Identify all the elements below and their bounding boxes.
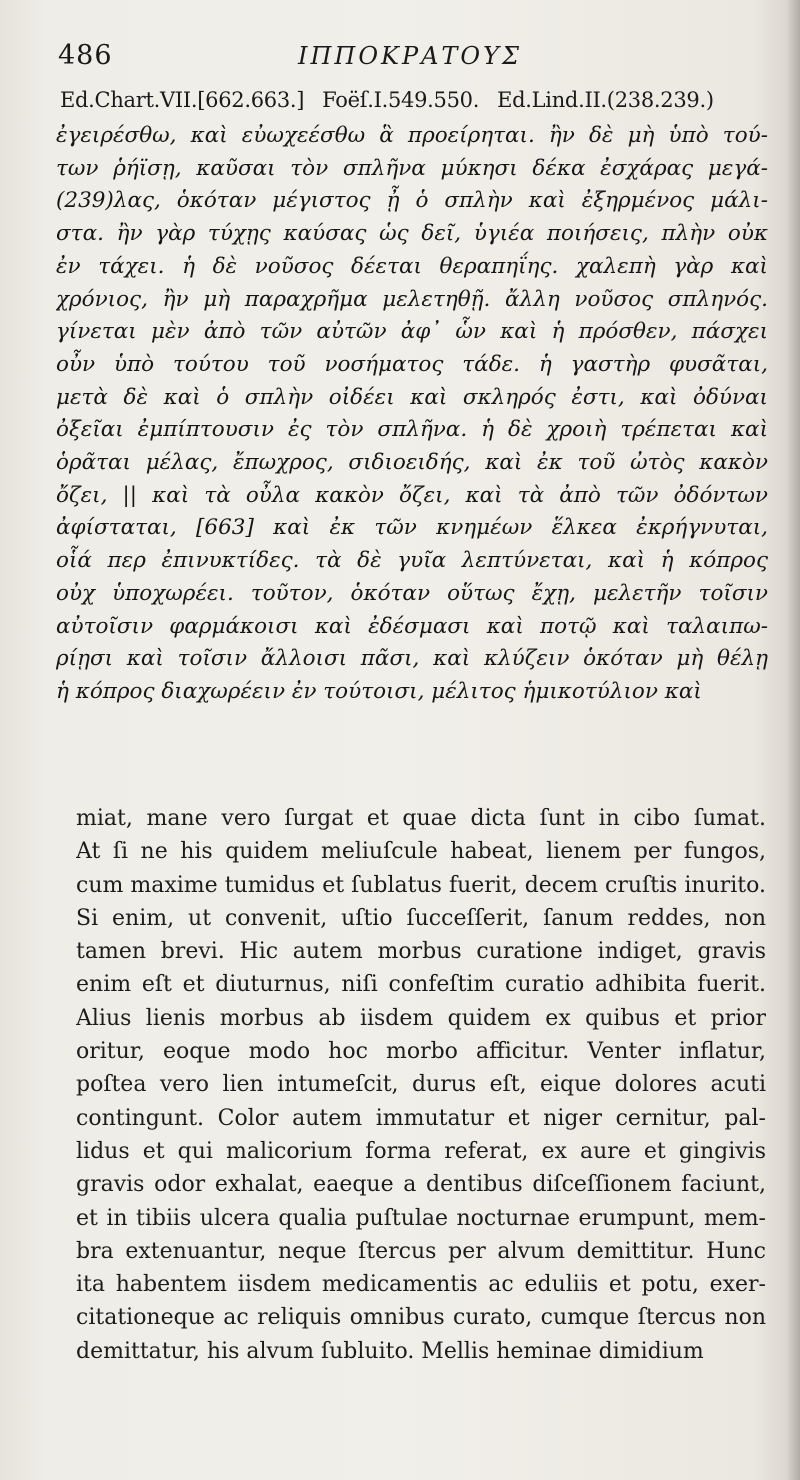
latin-text-line: demittatur, his alvum ſubluito. Mellis heminae dimidium bbox=[76, 1338, 704, 1364]
edition-foesius: Foëſ.I.549.550. bbox=[322, 88, 480, 112]
greek-text-line: οἷά περ ἐπινυκτίδες. τὰ δὲ γυῖα λεπτύνεται, καὶ ἡ κόπρος bbox=[56, 548, 768, 574]
edition-linden: Ed.Lind.II.(238.239.) bbox=[497, 88, 714, 112]
greek-text-line: ὀξεῖαι ἐμπίπτουσιν ἐς τὸν σπλῆνα. ἡ δὲ χροιὴ τρέπεται καὶ bbox=[56, 417, 768, 443]
latin-text-line: et in tibiis ulcera qualia puſtulae nocturnae erumpunt, mem- bbox=[76, 1205, 766, 1231]
greek-text-line: ρίῃσι καὶ τοῖσιν ἄλλοισι πᾶσι, καὶ κλύζειν ὁκόταν μὴ θέλῃ bbox=[56, 646, 768, 672]
running-title: ΙΠΠΟΚΡΑΤΟΥΣ bbox=[298, 42, 522, 70]
latin-text-line: ita habentem iisdem medicamentis ac eduliis et potu, exer- bbox=[76, 1272, 766, 1298]
greek-text-line: οὖν ὑπὸ τούτου τοῦ νοσήματος τάδε. ἡ γαστὴρ φυσᾶται, bbox=[56, 351, 768, 377]
greek-text-line: ἐν τάχει. ἡ δὲ νοῦσος δέεται θεραπηΐης. χαλεπὴ γὰρ καὶ bbox=[56, 253, 768, 279]
greek-text-line: αὐτοῖσιν φαρμάκοισι καὶ ἐδέσμασι καὶ ποτῷ καὶ ταλαιπω- bbox=[56, 613, 768, 639]
spine-shadow bbox=[786, 0, 800, 1480]
latin-text-line: enim eſt et diuturnus, niſi confeſtim curatio adhibita fuerit. bbox=[76, 972, 766, 998]
latin-text-line: At ſi ne his quidem meliuſcule habeat, lienem per fungos, bbox=[76, 839, 766, 865]
latin-text-line: gravis odor exhalat, eaeque a dentibus diſceſſionem faciunt, bbox=[76, 1172, 766, 1198]
latin-text-line: citationeque ac reliquis omnibus curato, cumque ſtercus non bbox=[76, 1305, 766, 1331]
latin-text-line: poſtea vero lien intumeſcit, durus eſt, eique dolores acuti bbox=[76, 1072, 766, 1098]
greek-text-line: στα. ἢν γὰρ τύχῃς καύσας ὡς δεῖ, ὑγιέα ποιήσεις, πλὴν οὐκ bbox=[56, 221, 768, 247]
greek-text-line: γίνεται μὲν ἀπὸ τῶν αὐτῶν ἀφ᾽ ὧν καὶ ἡ πρόσθεν, πάσχει bbox=[56, 319, 768, 345]
greek-text-line: ἡ κόπρος διαχωρέειν ἐν τούτοισι, μέλιτος ἡμικοτύλιον καὶ bbox=[56, 678, 702, 704]
running-head bbox=[58, 36, 758, 80]
latin-text-line: miat, mane vero ſurgat et quae dicta ſunt in cibo ſumat. bbox=[76, 806, 766, 831]
greek-text-line: οὐχ ὑποχωρέει. τοῦτον, ὁκόταν οὕτως ἔχῃ, μελετῆν τοῖσιν bbox=[56, 580, 768, 606]
latin-text-line: contingunt. Color autem immutatur et niger cernitur, pal- bbox=[76, 1105, 766, 1131]
latin-text-line: oritur, eoque modo hoc morbo afficitur. Venter inflatur, bbox=[76, 1039, 766, 1065]
greek-text-line: των ῥήϊσῃ, καῦσαι τὸν σπλῆνα μύκησι δέκα ἐσχάρας μεγά- bbox=[56, 155, 768, 181]
latin-text-line: cum maxime tumidus et ſublatus fuerit, decem cruſtis inurito. bbox=[76, 872, 766, 898]
greek-text-block bbox=[56, 120, 768, 709]
latin-text-line: Si enim, ut convenit, uſtio ſucceſſerit, ſanum reddes, non bbox=[76, 905, 766, 931]
greek-text-line: ὁρᾶται μέλας, ἔπωχρος, σιδιοειδής, καὶ ἐκ τοῦ ὠτὸς κακὸν bbox=[56, 450, 768, 476]
latin-text-line: Alius lienis morbus ab iisdem quidem ex quibus et prior bbox=[76, 1005, 766, 1031]
latin-text-line: lidus et qui malicorium forma referat, ex aure et gingivis bbox=[76, 1138, 766, 1164]
edition-chartier: Ed.Chart.VII.[662.663.] bbox=[60, 88, 305, 112]
latin-translation-block bbox=[76, 802, 766, 1368]
greek-text-line: ἀφίσταται, [663] καὶ ἐκ τῶν κνημέων ἕλκεα ἐκρήγνυται, bbox=[56, 515, 768, 541]
latin-text-line: bra extenuantur, neque ſtercus per alvum demittitur. Hunc bbox=[76, 1238, 766, 1264]
latin-text-line: tamen brevi. Hic autem morbus curatione indiget, gravis bbox=[76, 939, 766, 965]
edition-references bbox=[60, 88, 770, 112]
greek-text-line: χρόνιος, ἢν μὴ παραχρῆμα μελετηθῇ. ἄλλη νοῦσος σπληνός. bbox=[56, 286, 768, 312]
greek-text-line: μετὰ δὲ καὶ ὁ σπλὴν οἰδέει καὶ σκληρός ἐστι, καὶ ὀδύναι bbox=[56, 384, 768, 410]
greek-text-line: ἐγειρέσθω, καὶ εὐωχεέσθω ἃ προείρηται. ἢν δὲ μὴ ὑπὸ τού- bbox=[56, 123, 768, 148]
greek-text-line: ὄζει, || καὶ τὰ οὖλα κακὸν ὄζει, καὶ τὰ ἀπὸ τῶν ὀδόντων bbox=[56, 482, 768, 508]
greek-text-line: (239)λας, ὁκόταν μέγιστος ᾖ ὁ σπλὴν καὶ ἐξηρμένος μάλι- bbox=[56, 188, 768, 214]
page-number: 486 bbox=[58, 40, 113, 71]
